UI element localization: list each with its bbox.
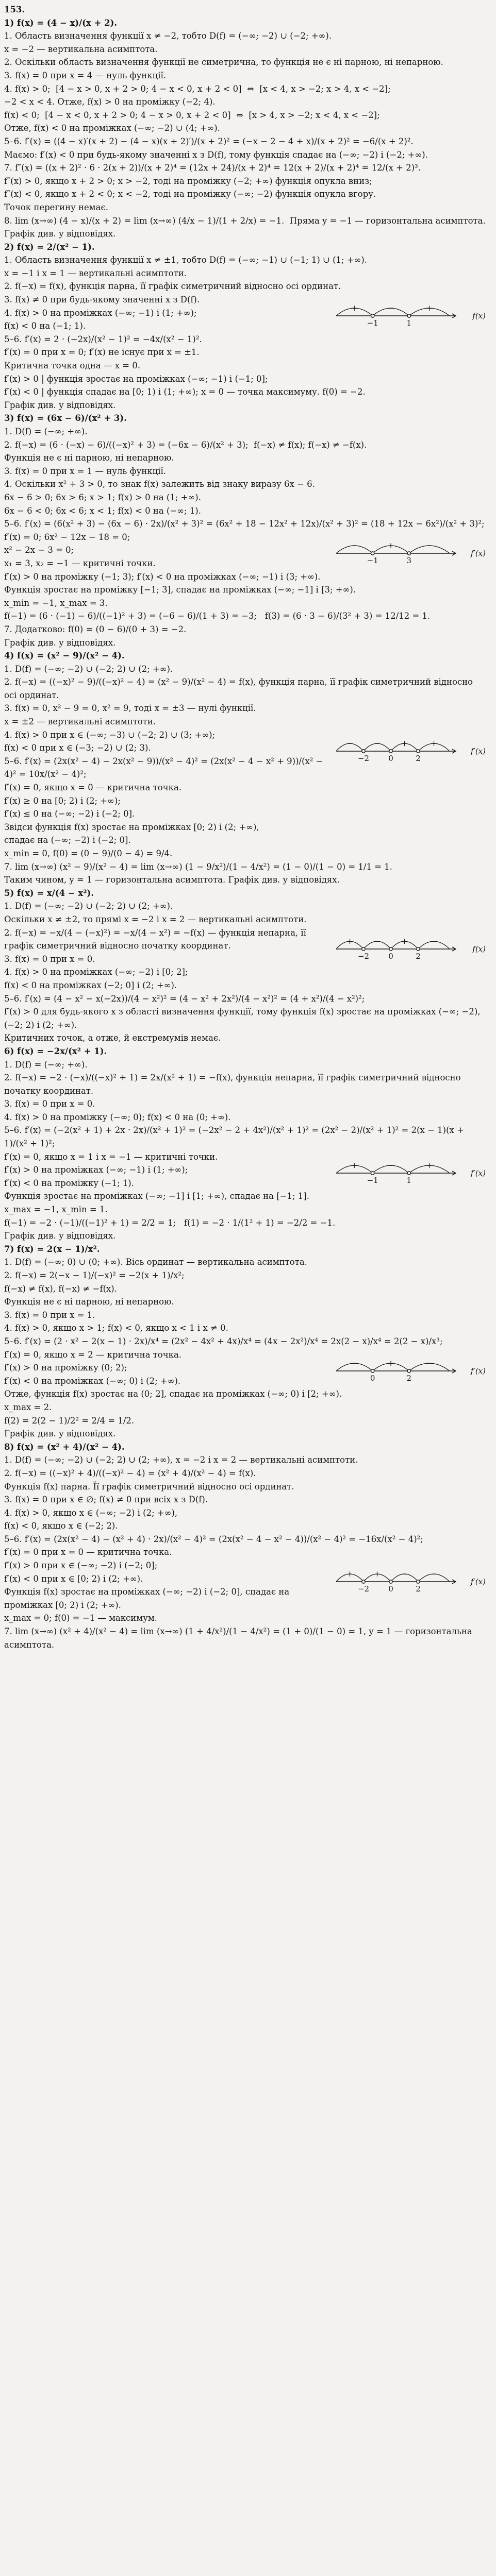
- section-5: [4, 887, 488, 1045]
- critical-point: [362, 1580, 365, 1583]
- critical-point: [371, 314, 374, 317]
- interval-sign: −: [346, 738, 353, 748]
- solution-line: Оскільки x ≠ ±2, то прямі x = −2 і x = 2 — вертикальні асимптоти.: [4, 914, 307, 924]
- solution-line: спадає на (−∞; −2) і (−2; 0].: [4, 835, 131, 845]
- solution-line: Графік див. у відповідях.: [4, 400, 116, 410]
- critical-point: [417, 749, 420, 752]
- section-head: [4, 1045, 488, 1058]
- function-formula: f(x) = −2x/(x² + 1).: [17, 1046, 107, 1056]
- solution-line: 5–6. f′(x) = 2 · (−2x)/(x² − 1)² = −4x/(x² − 1)².: [4, 334, 202, 344]
- point-label: 1: [406, 1175, 412, 1185]
- section-head: [4, 1243, 488, 1256]
- interval-sign: −: [431, 1569, 437, 1579]
- solution-line: Таким чином, y = 1 — горизонтальна асимптота. Графік див. у відповідях.: [4, 875, 340, 885]
- section-head: [4, 887, 488, 900]
- solution-line: 3. f(x) = 0 при x = 1 — нуль функції.: [4, 466, 166, 476]
- solution-line: 7. f″(x) = ((x + 2)² · 6 · 2(x + 2))/(x + 2)⁴ = (12x + 24)/(x + 2)⁴ = 12(x + 2)/(x + 2)⁴ = 12/(x + 2)³.: [4, 163, 421, 173]
- solution-line: 5–6. f′(x) = (4 − x² − x(−2x))/(4 − x²)² = (4 − x² + 2x²)/(4 − x²)² = (4 + x²)/(4 − x²)²;: [4, 993, 365, 1004]
- critical-point: [371, 1171, 374, 1174]
- critical-point: [407, 552, 410, 555]
- function-label: f′(x): [470, 1577, 486, 1587]
- interval-sign: +: [401, 738, 408, 748]
- critical-point: [389, 947, 392, 950]
- point-label: −2: [357, 951, 370, 961]
- interval-sign: −: [431, 936, 437, 946]
- section-head: [4, 16, 488, 30]
- interval-sign: +: [401, 936, 408, 946]
- solution-line: Критична точка одна — x = 0.: [4, 361, 141, 371]
- point-label: 0: [370, 1373, 375, 1383]
- solution-line: 7. lim (x→∞) (x² + 4)/(x² − 4) = lim (x→∞) (1 + 4/x²)/(1 − 4/x²) = (1 + 0)/(1 − 0) = 1, y = 1 — горизонтальна асимптота.: [4, 1626, 475, 1650]
- function-formula: f(x) = x/(4 − x²).: [17, 888, 94, 898]
- solution-line: x_min = 0, f(0) = (0 − 9)/(0 − 4) = 9/4.: [4, 849, 173, 858]
- section-head: [4, 412, 488, 425]
- point-label: −2: [357, 753, 370, 763]
- point-label: 0: [388, 753, 393, 763]
- solution-line: 4. f(x) > 0, якщо x ∈ (−∞; −2) і (2; +∞),: [4, 1507, 178, 1518]
- point-label: 3: [406, 555, 412, 565]
- solution-line: 1. D(f) = (−∞; −2) ∪ (−2; 2) ∪ (2; +∞).: [4, 664, 173, 674]
- section-4: [4, 649, 488, 887]
- solution-line: f′(x) = 0, якщо x = 0 — критична точка.: [4, 783, 182, 793]
- section-label: 5): [4, 888, 14, 898]
- solution-line: x_min = −1, x_max = 3.: [4, 598, 108, 608]
- solution-line: f′(x) > 0 | функція зростає на проміжках (−∞; −1) і (−1; 0];: [4, 374, 268, 384]
- point-label: 1: [406, 318, 412, 328]
- solution-line: Отже, функція f(x) зростає на (0; 2], спадає на проміжках (−∞; 0) і [2; +∞).: [4, 1389, 342, 1399]
- solution-line: 4. f(x) > 0 на проміжку (−∞; 0); f(x) < 0 на (0; +∞).: [4, 1112, 231, 1122]
- section-1: [4, 16, 488, 241]
- interval-sign: −: [387, 303, 394, 313]
- solution-line: Функція не є ні парною, ні непарною.: [4, 453, 174, 463]
- solution-line: Звідси функція f(x) зростає на проміжках [0; 2) і (2; +∞),: [4, 822, 259, 832]
- function-label: f(x): [472, 944, 486, 954]
- function-formula: f(x) = (6x − 6)/(x² + 3).: [17, 413, 127, 423]
- point-label: 2: [406, 1373, 412, 1383]
- solution-line: 2. Оскільки область визначення функції не симетрична, то функція не є ні парною, ні непарною.: [4, 57, 443, 67]
- solution-line: x = ±2 — вертикальні асимптоти.: [4, 717, 156, 727]
- solution-line: Графік див. у відповідях.: [4, 229, 116, 239]
- function-label: f′(x): [470, 1366, 486, 1376]
- solution-line: Графік див. у відповідях.: [4, 1429, 116, 1439]
- section-head: [4, 649, 488, 663]
- sign-diagram: [333, 731, 488, 765]
- interval-sign: −: [374, 936, 381, 946]
- solution-line: 2. f(−x) = −x/(4 − (−x)²) = −x/(4 − x²) = −f(x) — функція непарна, її графік симетричний відносно початку координат.: [4, 927, 309, 951]
- solution-line: f(−1) = (6 · (−1) − 6)/((−1)² + 3) = (−6 − 6)/(1 + 3) = −3; f(3) = (6 · 3 − 6)/(3² + 3) = 12/12 = 1.: [4, 611, 431, 621]
- solution-line: 6x − 6 > 0; 6x > 6; x > 1; f(x) > 0 на (1; +∞).: [4, 492, 201, 502]
- solution-line: f′(x) < 0 при x ∈ [0; 2) і (2; +∞).: [4, 1573, 143, 1584]
- solution-line: 1. D(f) = (−∞; −2) ∪ (−2; 2) ∪ (2; +∞), x = −2 і x = 2 — вертикальні асимптоти.: [4, 1455, 358, 1465]
- solution-line: 5–6. f′(x) = (2x(x² − 4) − 2x(x² − 9))/(x² − 4)² = (2x(x² − 4 − x² + 9))/(x² − 4)² = 10x/(x² − 4)²;: [4, 756, 326, 779]
- solution-line: 3. f(x) = 0 при x = 0.: [4, 1099, 95, 1109]
- interval-sign: −: [374, 738, 381, 748]
- sign-diagram: [333, 928, 488, 962]
- solution-line: f″(x) > 0, якщо x + 2 > 0; x > −2, тоді на проміжку (−2; +∞) функція опукла вниз;: [4, 176, 372, 186]
- solution-line: f(−x) ≠ f(x), f(−x) ≠ −f(x).: [4, 1283, 117, 1294]
- section-label: 8): [4, 1442, 14, 1452]
- solution-line: Функція f(x) зростає на проміжках (−∞; −2) і (−2; 0], спадає на проміжках [0; 2) і (2; +∞).: [4, 1587, 292, 1610]
- solution-line: 4. f(x) > 0 на проміжках (−∞; −2) і [0; 2];: [4, 967, 188, 977]
- section-label: 2): [4, 242, 14, 252]
- solution-line: 3. f(x) = 0 при x = 0.: [4, 954, 95, 964]
- solution-line: 2. f(−x) = 2(−x − 1)/(−x)² = −2(x + 1)/x²;: [4, 1270, 185, 1280]
- solution-line: f′(x) > 0 на проміжку (−1; 3); f′(x) < 0 на проміжках (−∞; −1) і (3; +∞).: [4, 571, 321, 582]
- solution-line: Функція не є ні парною, ні непарною.: [4, 1297, 174, 1307]
- solution-line: Графік див. у відповідях.: [4, 637, 116, 648]
- solution-line: f′(x) < 0 на проміжках (−∞; 0) і (2; +∞).: [4, 1376, 181, 1386]
- interval-sign: +: [346, 1569, 353, 1579]
- solution-line: f′(x) ≤ 0 на (−∞; −2) і (−2; 0].: [4, 809, 135, 819]
- solution-line: x_max = 0; f(0) = −1 — максимум.: [4, 1613, 157, 1623]
- critical-point: [417, 947, 420, 950]
- interval-sign: −: [351, 1358, 358, 1368]
- interval-sign: +: [374, 1569, 381, 1579]
- point-label: 0: [388, 951, 393, 961]
- solution-line: 1. D(f) = (−∞; 0) ∪ (0; +∞). Вісь ординат — вертикальна асимптота.: [4, 1257, 307, 1267]
- interval-sign: +: [351, 303, 358, 313]
- interval-sign: +: [346, 936, 353, 946]
- section-head: [4, 1440, 488, 1454]
- section-2: [4, 241, 488, 412]
- solution-line: x₁ = 3, x₂ = −1 — критичні точки.: [4, 558, 156, 568]
- point-label: 2: [416, 753, 421, 763]
- solution-line: f(x) < 0; [4 − x < 0, x + 2 > 0; 4 − x > 0, x + 2 < 0] ⇔ [x > 4, x > −2; x < 4, x < −2];: [4, 110, 380, 120]
- solution-line: f′(x) = 0 при x = 0; f′(x) не існує при x = ±1.: [4, 347, 200, 358]
- solution-line: Функція зростає на проміжках (−∞; −1] і [1; +∞), спадає на [−1; 1].: [4, 1191, 309, 1201]
- function-formula: f(x) = 2/(x² − 1).: [17, 242, 95, 252]
- solution-line: 5–6. f′(x) = (6(x² + 3) − (6x − 6) · 2x)/(x² + 3)² = (6x² + 18 − 12x² + 12x)/(x² + 3)² = (18 + 12x − 6x²)/(x² + 3)²;: [4, 519, 485, 529]
- solution-line: 6x − 6 < 0; 6x < 6; x < 1; f(x) < 0 на (−∞; 1).: [4, 505, 201, 516]
- point-label: −1: [367, 555, 378, 565]
- solution-line: Функція зростає на проміжку [−1; 3], спадає на проміжках (−∞; −1] і [3; +∞).: [4, 585, 356, 595]
- solution-line: f(−1) = −2 · (−1)/((−1)² + 1) = 2/2 = 1; f(1) = −2 · 1/(1² + 1) = −2/2 = −1.: [4, 1217, 336, 1228]
- solution-line: −2 < x < 4. Отже, f(x) > 0 на проміжку (−2; 4).: [4, 97, 216, 107]
- solution-line: 4. Оскільки x² + 3 > 0, то знак f(x) залежить від знаку виразу 6x − 6.: [4, 479, 315, 489]
- solution-line: f(x) < 0 на (−1; 1).: [4, 321, 86, 331]
- section-6: [4, 1045, 488, 1243]
- point-label: 0: [388, 1584, 393, 1594]
- solution-line: f′(x) < 0 | функція спадає на [0; 1) і (1; +∞); x = 0 — точка максимуму. f(0) = −2.: [4, 387, 366, 397]
- critical-point: [417, 1580, 420, 1583]
- solution-line: f′(x) = 0; 6x² − 12x − 18 = 0;: [4, 532, 130, 542]
- solution-line: x_max = 2.: [4, 1402, 52, 1412]
- solution-line: Графік див. у відповідях.: [4, 1231, 116, 1241]
- critical-point: [407, 1369, 410, 1372]
- function-formula: f(x) = (x² + 4)/(x² − 4).: [17, 1442, 125, 1452]
- solution-line: 7. Додатково: f(0) = (0 − 6)/(0 + 3) = −2.: [4, 624, 187, 634]
- critical-point: [362, 749, 365, 752]
- solution-line: 3. f(x) = 0 при x = 1.: [4, 1310, 95, 1320]
- interval-sign: +: [387, 1358, 394, 1368]
- solution-line: 1. Область визначення функції x ≠ −2, тобто D(f) = (−∞; −2) ∪ (−2; +∞).: [4, 31, 332, 41]
- section-7: [4, 1243, 488, 1440]
- solution-line: 4. f(x) > 0, якщо x > 1; f(x) < 0, якщо x < 1 і x ≠ 0.: [4, 1323, 228, 1333]
- interval-sign: +: [426, 303, 433, 313]
- solution-line: 2. f(−x) = ((−x)² + 4)/((−x)² − 4) = (x² + 4)/(x² − 4) = f(x).: [4, 1468, 256, 1478]
- sign-diagram: [333, 1561, 488, 1595]
- section-8: [4, 1440, 488, 1652]
- solution-line: f(2) = 2(2 − 1)/2² = 2/4 = 1/2.: [4, 1415, 135, 1426]
- solution-line: x = −1 і x = 1 — вертикальні асимптоти.: [4, 268, 187, 278]
- interval-sign: −: [387, 1160, 394, 1170]
- function-label: f′(x): [470, 548, 486, 558]
- solution-line: 3. f(x) = 0 при x = 4 — нуль функції.: [4, 70, 166, 80]
- solution-line: f(x) < 0, якщо x ∈ (−2; 2).: [4, 1521, 118, 1531]
- solution-line: f′(x) < 0 на проміжку (−1; 1).: [4, 1178, 134, 1188]
- solution-line: 4. f(x) > 0; [4 − x > 0, x + 2 > 0; 4 − x < 0, x + 2 < 0] ⇔ [x < 4, x > −2; x > 4, x < −2];: [4, 83, 391, 94]
- critical-point: [371, 552, 374, 555]
- section-head: [4, 241, 488, 254]
- section-label: 1): [4, 18, 14, 28]
- solution-line: 5–6. f′(x) = ((4 − x)′(x + 2) − (4 − x)(x + 2)′)/(x + 2)² = (−x − 2 − 4 + x)/(x + 2)² = −6/(x + 2)².: [4, 136, 414, 146]
- solution-line: Маємо: f′(x) < 0 при будь-якому значенні x з D(f), тому функція спадає на (−∞; −2) і (−2; +∞).: [4, 149, 428, 160]
- point-label: 2: [416, 1584, 421, 1594]
- solution-line: Точок перегину немає.: [4, 202, 108, 212]
- solution-line: x = −2 — вертикальна асимптота.: [4, 44, 158, 54]
- function-label: f(x): [472, 311, 486, 321]
- solution-line: 2. f(−x) = ((−x)² − 9)/((−x)² − 4) = (x² − 9)/(x² − 4) = f(x), функція парна, її графік симетричний відносно осі ординат.: [4, 677, 476, 700]
- solution-line: 5–6. f′(x) = (2 · x² − 2(x − 1) · 2x)/x⁴ = (2x² − 4x² + 4x)/x⁴ = (4x − 2x²)/x⁴ = 2x(2 − x)/x⁴ = 2(2 − x)/x³;: [4, 1336, 443, 1346]
- interval-sign: +: [431, 738, 437, 748]
- solution-line: 2. f(−x) = (6 · (−x) − 6)/((−x)² + 3) = (−6x − 6)/(x² + 3); f(−x) ≠ f(x); f(−x) ≠ −f(x).: [4, 439, 367, 450]
- solution-line: f′(x) = 0 при x = 0 — критична точка.: [4, 1547, 172, 1557]
- critical-point: [389, 1580, 392, 1583]
- section-label: 3): [4, 413, 14, 423]
- solution-line: 1. D(f) = (−∞; +∞).: [4, 1059, 88, 1070]
- solution-line: f′(x) > 0 при x ∈ (−∞; −2) і (−2; 0];: [4, 1561, 158, 1571]
- sign-diagram: [333, 533, 488, 567]
- solution-line: 3. f(x) ≠ 0 при будь-якому значенні x з D(f).: [4, 295, 200, 305]
- solution-line: f″(x) < 0, якщо x + 2 < 0; x < −2, тоді на проміжку (−∞; −2) функція опукла вгору.: [4, 189, 376, 199]
- critical-point: [371, 1369, 374, 1372]
- function-label: f′(x): [470, 1168, 486, 1178]
- function-formula: f(x) = 2(x − 1)/x².: [17, 1244, 100, 1254]
- problem-number: 153.: [4, 5, 25, 14]
- interval-sign: +: [351, 1160, 358, 1170]
- solution-line: f′(x) = 0, якщо x = 1 і x = −1 — критичні точки.: [4, 1151, 218, 1162]
- critical-point: [407, 314, 410, 317]
- section-label: 6): [4, 1046, 14, 1056]
- sign-diagram: [333, 1153, 488, 1187]
- solution-line: 4. f(x) > 0 при x ∈ (−∞; −3) ∪ (−2; 2) ∪ (3; +∞);: [4, 730, 216, 740]
- solution-line: Отже, f(x) < 0 на проміжках (−∞; −2) ∪ (4; +∞).: [4, 123, 220, 133]
- solution-line: f′(x) > 0 для будь-якого x з області визначення функції, тому функція f(x) зростає на проміжках (−∞; −2), (−2; 2) і (2; +∞).: [4, 1007, 483, 1030]
- solution-line: f(x) < 0 при x ∈ (−3; −2) ∪ (2; 3).: [4, 743, 151, 753]
- solution-line: f(x) < 0 на проміжках (−2; 0] і (2; +∞).: [4, 980, 177, 990]
- function-formula: f(x) = (x² − 9)/(x² − 4).: [17, 651, 125, 661]
- solution-line: f′(x) = 0, якщо x = 2 — критична точка.: [4, 1349, 182, 1360]
- sign-diagram: [333, 1350, 488, 1384]
- interval-sign: +: [387, 540, 394, 550]
- solution-line: 1. Область визначення функції x ≠ ±1, тобто D(f) = (−∞; −1) ∪ (−1; 1) ∪ (1; +∞).: [4, 255, 368, 265]
- solution-line: Критичних точок, а отже, й екстремумів немає.: [4, 1033, 221, 1043]
- solution-line: 7. lim (x→∞) (x² − 9)/(x² − 4) = lim (x→∞) (1 − 9/x²)/(1 − 4/x²) = (1 − 0)/(1 − 0) = 1/1 = 1.: [4, 861, 393, 872]
- function-formula: f(x) = (4 − x)/(x + 2).: [17, 18, 118, 28]
- section-label: 7): [4, 1244, 14, 1254]
- solution-line: 5–6. f′(x) = (−2(x² + 1) + 2x · 2x)/(x² + 1)² = (−2x² − 2 + 4x²)/(x² + 1)² = (2x² − 2)/(x² + 1)² = 2(x − 1)(x + 1)/(x² + 1)²;: [4, 1125, 467, 1149]
- critical-point: [407, 1171, 410, 1174]
- solution-line: 2. f(−x) = −2 · (−x)/((−x)² + 1) = 2x/(x² + 1) = −f(x), функція непарна, її графік симетричний відносно початку координат.: [4, 1073, 464, 1096]
- solution-line: f′(x) > 0 на проміжках (−∞; −1) і (1; +∞);: [4, 1165, 188, 1175]
- point-label: 2: [416, 951, 421, 961]
- function-label: f′(x): [470, 746, 486, 756]
- solution-line: 3. f(x) = 0, x² − 9 = 0, x² = 9, тоді x = ±3 — нулі функції.: [4, 703, 256, 714]
- solution-line: x² − 2x − 3 = 0;: [4, 545, 74, 555]
- critical-point: [362, 947, 365, 950]
- solution-line: f′(x) > 0 на проміжку (0; 2);: [4, 1363, 127, 1373]
- interval-sign: −: [426, 540, 433, 550]
- interval-sign: −: [401, 1569, 408, 1579]
- interval-sign: −: [351, 540, 358, 550]
- solution-line: 1. D(f) = (−∞; −2) ∪ (−2; 2) ∪ (2; +∞).: [4, 901, 173, 911]
- solution-line: 8. lim (x→∞) (4 − x)/(x + 2) = lim (x→∞) (4/x − 1)/(1 + 2/x) = −1. Пряма y = −1 — горизонтальна асимптота.: [4, 215, 486, 226]
- interval-sign: +: [426, 1160, 433, 1170]
- solution-line: 5–6. f′(x) = (2x(x² − 4) − (x² + 4) · 2x)/(x² − 4)² = (2x(x² − 4 − x² − 4))/(x² − 4)² = −16x/(x² − 4)²;: [4, 1534, 423, 1544]
- critical-point: [389, 749, 392, 752]
- point-label: −1: [367, 318, 378, 328]
- solution-line: Функція f(x) парна. Її графік симетричний відносно осі ординат.: [4, 1481, 294, 1492]
- section-3: [4, 412, 488, 649]
- point-label: −2: [357, 1584, 370, 1594]
- solution-line: 3. f(x) = 0 при x ∈ ∅; f(x) ≠ 0 при всіх x з D(f).: [4, 1495, 208, 1505]
- solution-line: 2. f(−x) = f(x), функція парна, її графік симетричний відносно осі ординат.: [4, 281, 341, 292]
- interval-sign: −: [426, 1358, 433, 1368]
- point-label: −1: [367, 1175, 378, 1185]
- solution-line: 4. f(x) > 0 на проміжках (−∞; −1) і (1; +∞);: [4, 308, 197, 318]
- solution-line: x_max = −1, x_min = 1.: [4, 1205, 108, 1215]
- solution-line: 1. D(f) = (−∞; +∞).: [4, 427, 88, 436]
- solution-line: f′(x) ≥ 0 на [0; 2) і (2; +∞);: [4, 795, 121, 806]
- section-label: 4): [4, 651, 14, 661]
- sign-diagram: [333, 295, 488, 329]
- problem-header: [4, 3, 488, 16]
